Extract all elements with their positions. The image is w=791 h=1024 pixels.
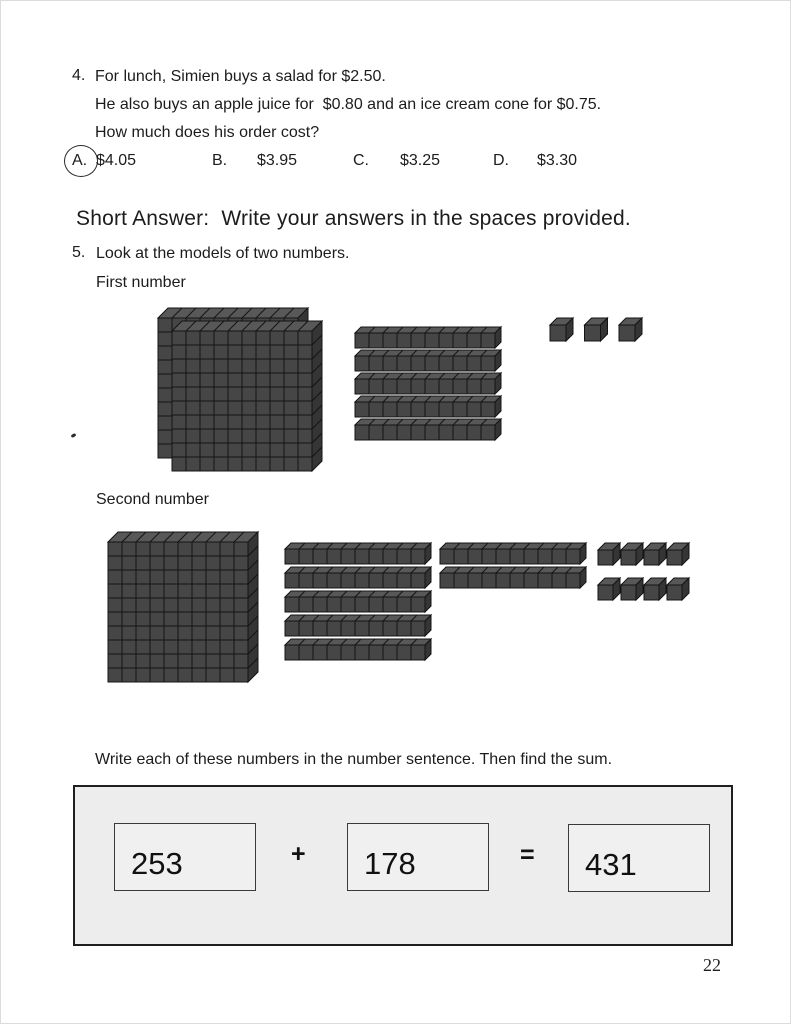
second-number-label: Second number <box>96 491 209 508</box>
choice-d-value[interactable]: $3.30 <box>537 152 578 169</box>
section-heading: Short Answer: Write your answers in the spaces provided. <box>76 207 631 230</box>
choice-a-value[interactable]: $4.05 <box>96 152 137 169</box>
addend2-value: 178 <box>364 846 416 881</box>
stray-mark <box>71 433 77 438</box>
first-number-label: First number <box>96 274 186 291</box>
choice-c-letter[interactable]: C. <box>353 152 369 169</box>
first-number-model <box>155 300 655 480</box>
question5-number: 5. <box>72 244 86 261</box>
sum-value: 431 <box>585 847 637 882</box>
addend2-box[interactable] <box>347 823 489 891</box>
choice-d-letter[interactable]: D. <box>493 152 509 169</box>
sum-instruction: Write each of these numbers in the number sentence. Then find the sum. <box>95 751 613 768</box>
equals-sign: = <box>520 841 535 869</box>
page-number: 22 <box>703 955 721 975</box>
choice-b-value[interactable]: $3.95 <box>257 152 298 169</box>
question5-text: Look at the models of two numbers. <box>96 245 350 262</box>
question4-line3: How much does his order cost? <box>95 124 320 141</box>
question4-number: 4. <box>72 67 86 84</box>
addend1-box[interactable] <box>114 823 256 891</box>
plus-sign: + <box>291 840 306 868</box>
question4-line2: He also buys an apple juice for $0.80 and an ice cream cone for $0.75. <box>95 96 602 113</box>
addend1-value: 253 <box>131 846 183 881</box>
choice-b-letter[interactable]: B. <box>212 152 228 169</box>
choice-c-value[interactable]: $3.25 <box>400 152 441 169</box>
sum-box[interactable] <box>568 824 710 892</box>
second-number-model <box>105 528 705 688</box>
question4-line1: For lunch, Simien buys a salad for $2.50. <box>95 68 386 85</box>
choice-a-letter[interactable]: A. <box>72 152 88 169</box>
